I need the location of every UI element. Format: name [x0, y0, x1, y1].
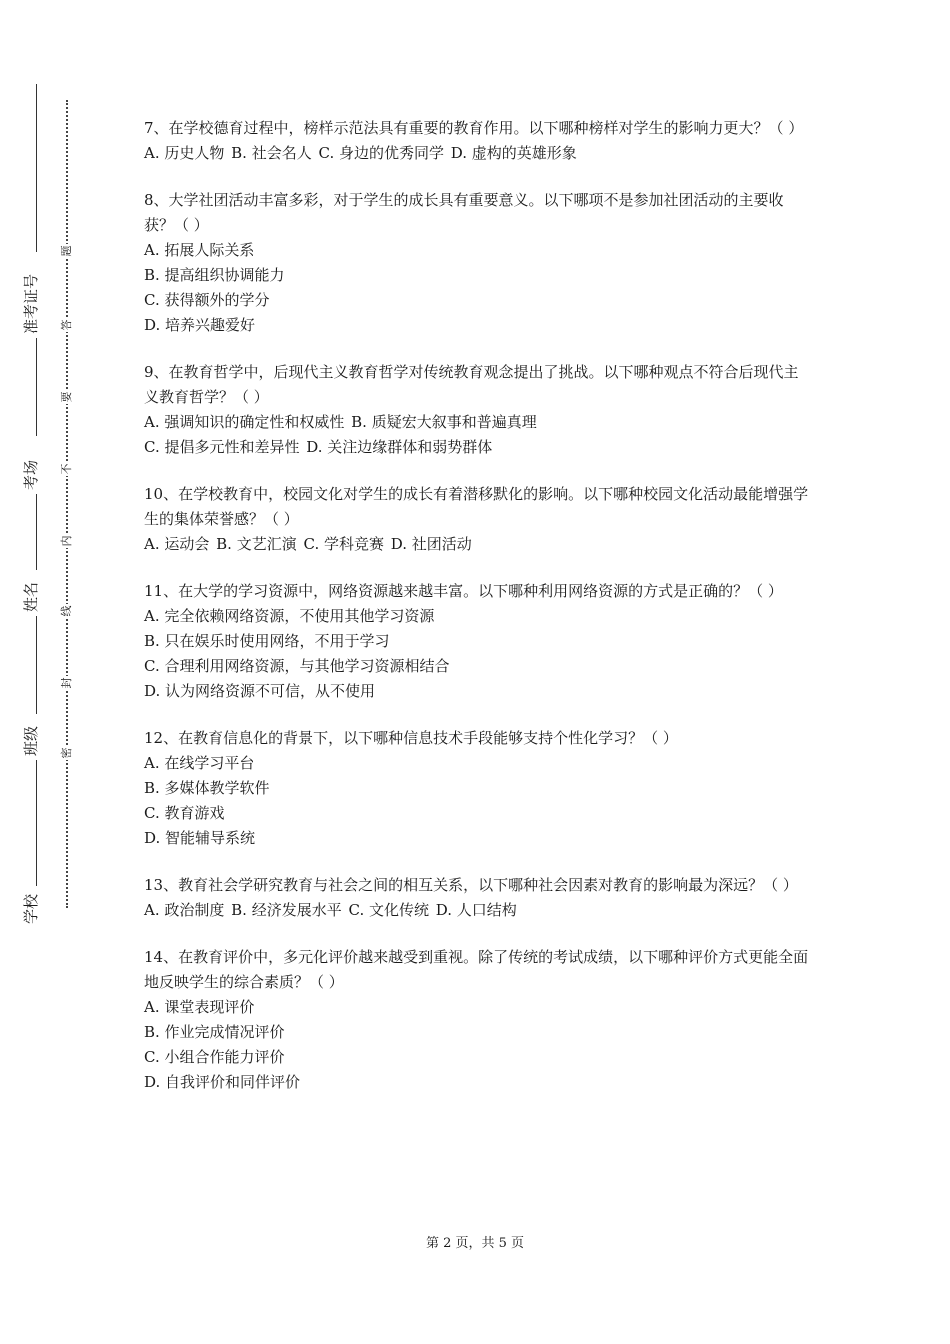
field-label-exam-room: 考场: [22, 459, 40, 490]
field-label-class: 班级: [22, 725, 40, 756]
question-text: 13、教育社会学研究教育与社会之间的相互关系，以下哪种社会因素对教育的影响最为深远？（ ）: [144, 876, 798, 894]
seal-char: 题: [60, 245, 73, 257]
option-d: D. 自我评价和同伴评价: [144, 1073, 301, 1091]
question-8: [144, 188, 812, 338]
option-c: C. 教育游戏: [144, 804, 225, 822]
option-row: [144, 532, 812, 557]
question-13: [144, 873, 812, 923]
question-text: 7、在学校德育过程中，榜样示范法具有重要的教育作用。以下哪种榜样对学生的影响力更大？（ ）: [144, 119, 804, 137]
seal-char: 封: [60, 677, 73, 689]
option-b: B. 质疑宏大叙事和普遍真理: [351, 413, 537, 431]
option-b: B. 文艺汇演: [216, 535, 297, 553]
option-d: D. 认为网络资源不可信，从不使用: [144, 682, 376, 700]
option-d: D. 关注边缘群体和弱势群体: [306, 438, 493, 456]
seal-char: 答: [60, 319, 73, 331]
option-a: A. 运动会: [144, 535, 210, 553]
option-row: [144, 435, 812, 460]
seal-char: 要: [60, 391, 73, 403]
question-text: 12、在教育信息化的背景下，以下哪种信息技术手段能够支持个性化学习？（ ）: [144, 729, 678, 747]
option-row: [144, 898, 812, 923]
question-12: [144, 726, 812, 851]
option-a: A. 政治制度: [144, 901, 225, 919]
option-c: C. 获得额外的学分: [144, 291, 270, 309]
option-c: C. 合理利用网络资源，与其他学习资源相结合: [144, 657, 450, 675]
option-d: D. 社团活动: [390, 535, 472, 553]
seal-char: 不: [60, 463, 73, 475]
question-text: 11、在大学的学习资源中，网络资源越来越丰富。以下哪种利用网络资源的方式是正确的？（ ）: [144, 582, 783, 600]
binding-line: [36, 84, 37, 252]
seal-char: 密: [60, 747, 73, 759]
page-footer: 第 2 页，共 5 页: [425, 1236, 525, 1251]
question-7: [144, 116, 812, 166]
option-c: C. 身边的优秀同学: [318, 144, 444, 162]
binding-line: [36, 616, 37, 714]
question-text: 14、在教育评价中，多元化评价越来越受到重视。除了传统的考试成绩，以下哪种评价方式更能全面地反映学生的综合素质？（ ）: [144, 948, 809, 991]
option-b: B. 多媒体教学软件: [144, 779, 270, 797]
option-a: A. 在线学习平台: [144, 754, 255, 772]
option-a: A. 历史人物: [144, 144, 225, 162]
option-c: C. 文化传统: [348, 901, 429, 919]
seal-char: 线: [60, 605, 73, 617]
question-text: 10、在学校教育中，校园文化对学生的成长有着潜移默化的影响。以下哪种校园文化活动最能增强学生的集体荣誉感？（ ）: [144, 485, 809, 528]
option-b: B. 经济发展水平: [231, 901, 342, 919]
binding-line: [36, 494, 37, 570]
question-10: [144, 482, 812, 557]
option-a: A. 拓展人际关系: [144, 241, 255, 259]
option-row: [144, 410, 812, 435]
field-label-school: 学校: [22, 893, 40, 924]
option-c: C. 提倡多元性和差异性: [144, 438, 300, 456]
option-b: B. 只在娱乐时使用网络，不用于学习: [144, 632, 390, 650]
seal-dotted-line: [66, 100, 68, 908]
binding-line: [36, 338, 37, 436]
field-label-exam-number: 准考证号: [22, 273, 40, 334]
option-d: D. 人口结构: [435, 901, 517, 919]
option-b: B. 提高组织协调能力: [144, 266, 285, 284]
binding-margin: [0, 0, 120, 1344]
question-list: [144, 116, 812, 1117]
option-b: B. 社会名人: [231, 144, 312, 162]
option-a: A. 强调知识的确定性和权威性: [144, 413, 345, 431]
option-d: D. 智能辅导系统: [144, 829, 256, 847]
question-text: 8、大学社团活动丰富多彩，对于学生的成长具有重要意义。以下哪项不是参加社团活动的主要收获？（ ）: [144, 191, 784, 234]
binding-line: [36, 760, 37, 886]
question-14: [144, 945, 812, 1095]
option-a: A. 完全依赖网络资源，不使用其他学习资源: [144, 607, 435, 625]
field-label-name: 姓名: [22, 581, 40, 612]
option-d: D. 培养兴趣爱好: [144, 316, 256, 334]
question-11: [144, 579, 812, 704]
option-b: B. 作业完成情况评价: [144, 1023, 285, 1041]
option-c: C. 学科竞赛: [303, 535, 384, 553]
question-text: 9、在教育哲学中，后现代主义教育哲学对传统教育观念提出了挑战。以下哪种观点不符合后现代主义教育哲学？（ ）: [144, 363, 799, 406]
option-c: C. 小组合作能力评价: [144, 1048, 285, 1066]
option-a: A. 课堂表现评价: [144, 998, 255, 1016]
option-row: [144, 141, 812, 166]
seal-char: 内: [60, 535, 73, 547]
option-d: D. 虚构的英雄形象: [450, 144, 577, 162]
question-9: [144, 360, 812, 460]
